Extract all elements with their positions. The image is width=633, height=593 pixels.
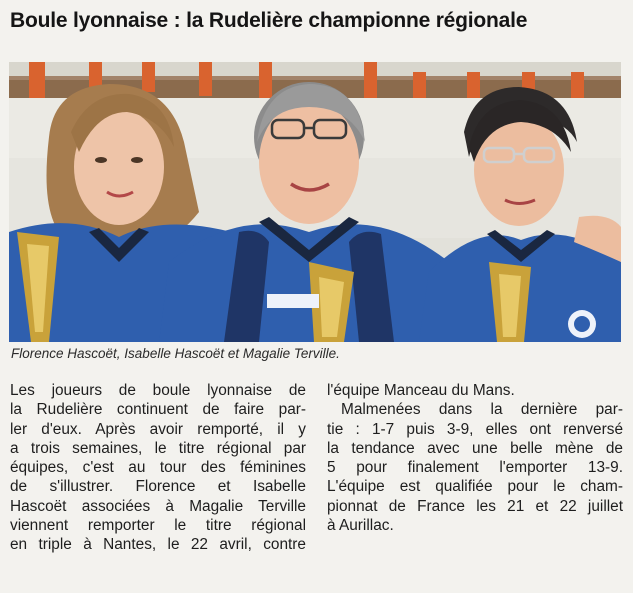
article-column-right xyxy=(327,381,623,535)
photo-caption: Florence Hascoët, Isabelle Hascoët et Magalie Terville. xyxy=(11,346,340,361)
body-line: pionnat de France les 21 et 22 juillet xyxy=(327,497,623,515)
photo-three-women-trophies-icon xyxy=(9,62,621,342)
article-column-left xyxy=(10,381,306,555)
body-line: viennent remporter le titre régional xyxy=(10,517,306,535)
body-line: la tendance avec une belle mène de xyxy=(327,439,623,457)
body-line: L'équipe est qualifiée pour le cham- xyxy=(327,478,623,496)
body-line: en triple à Nantes, le 22 avril, contre xyxy=(10,536,306,554)
body-line: Hascoët associées à Magalie Terville xyxy=(10,497,306,515)
body-line: à Aurillac. xyxy=(327,517,394,535)
body-line: de s'illustrer. Florence et Isabelle xyxy=(10,478,306,496)
body-line: l'équipe Manceau du Mans. xyxy=(327,382,515,399)
body-line: Malmenées dans la dernière par- xyxy=(341,401,623,419)
body-line: équipes, c'est au tour des féminines xyxy=(10,459,306,477)
body-line: ler d'eux. Après avoir remporté, il y xyxy=(10,420,306,438)
body-line: 5 pour finalement l'emporter 13-9. xyxy=(327,459,623,477)
body-line: la Rudelière continuent de faire par- xyxy=(10,401,306,419)
body-line: Les joueurs de boule lyonnaise de xyxy=(10,382,306,399)
article-headline: Boule lyonnaise : la Rudelière championne régionale xyxy=(10,9,528,32)
article-photo xyxy=(9,62,621,342)
body-line: tie : 1-7 puis 3-9, elles ont renversé xyxy=(327,420,623,438)
body-line: a trois semaines, le titre régional par xyxy=(10,439,306,457)
